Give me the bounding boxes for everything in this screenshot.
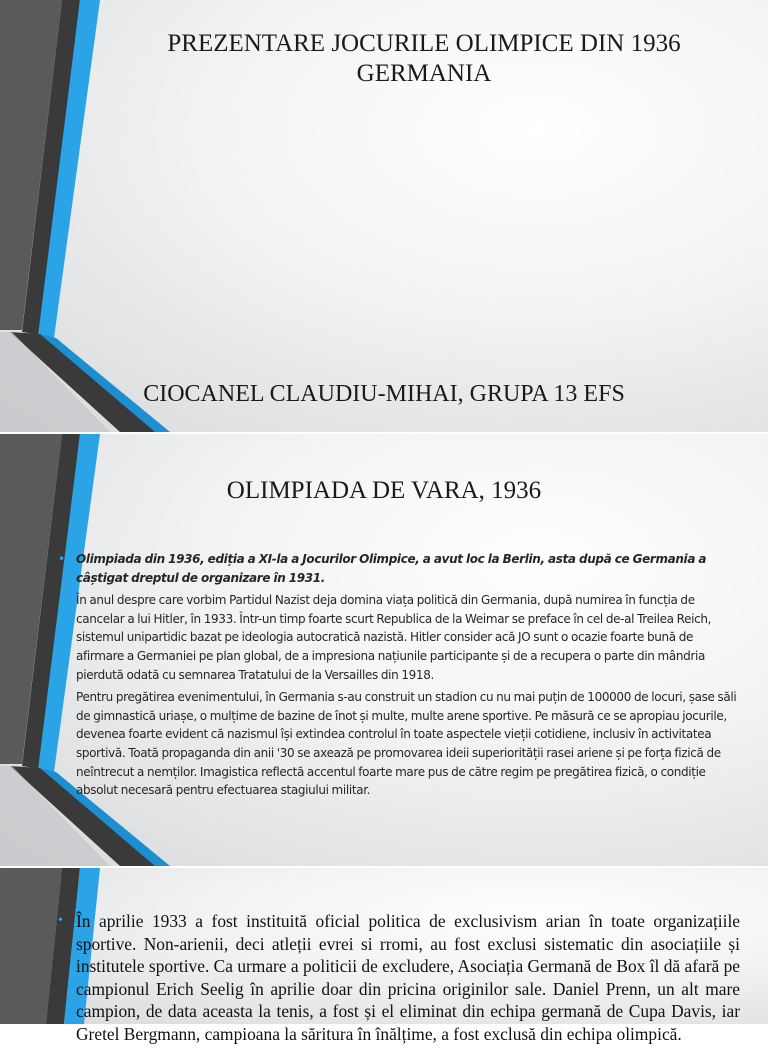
bullet-list xyxy=(58,910,740,1049)
bullet-icon: • xyxy=(58,690,66,705)
list-item: • Pentru pregătirea evenimentului, în Germania s-au construit un stadion cu nu mai puțin de 100000 de locuri, șase săli de gimnastică uriașe, o mulțime de bazine de înot și multe, multe arene sportive. Pe măsură ce se apropiau jocurile, devenea foarte evident că nazismul își extindea controlul în toate aspectele vieții cotidiene, inclusiv în activitatea sportivă. Toată propaganda din anii '30 se axează pe promovarea ideii superiorității rasei ariene și pe forța fizică de neîntrecut a nemților. Imagistica reflectă accentul foarte mare pus de către regim pe pregătirea fizică, o condiție absolut necesară pentru efectuarea stagiului militar. xyxy=(58,690,737,798)
presentation-title-line-2: GERMANIA xyxy=(356,60,492,87)
bullet-icon: • xyxy=(58,552,66,566)
slide-title xyxy=(0,0,768,432)
bullet-icon: • xyxy=(58,593,66,608)
list-item: • Olimpiada din 1936, ediția a XI-la a Jocurilor Olimpice, a avut loc la Berlin, asta după ce Germania a câștigat dreptul de organizare în 1931. xyxy=(58,552,707,585)
presentation-title-line-1: PREZENTARE JOCURILE OLIMPICE DIN 1936 xyxy=(167,30,681,57)
slide-title-heading: OLIMPIADA DE VARA, 1936 xyxy=(226,477,542,504)
presentation-title xyxy=(100,29,748,89)
bullet-list xyxy=(58,550,740,804)
bullet-icon: • xyxy=(58,913,63,928)
slide-exclusivism xyxy=(0,868,768,1044)
slide-olimpiada xyxy=(0,434,768,866)
list-item: • În aprilie 1933 a fost instituită oficial politica de exclusivism arian în toate organizațiile sportive. Non-arienii, deci atleții evrei si rromi, au fost exclusi sistematic din asociațiile și institutele sportive. Ca urmare a politicii de excludere, Asociația Germană de Box îl dă afară pe campionul Erich Seelig în aprilie doar din pricina originilor sale. Daniel Prenn, un alt mare campion, de data aceasta la tenis, a fost și el eliminat din echipa germană de Cupa Davis, iar Gretel Bergmann, campioana la săritura în înălțime, a fost exclusă din echipa olimpică. xyxy=(58,911,740,1044)
author-line: CIOCANEL CLAUDIU-MIHAI, GRUPA 13 EFS xyxy=(143,381,625,407)
list-item: • În anul despre care vorbim Partidul Nazist deja domina viața politică din Germania, după numirea în funcția de cancelar a lui Hitler, în 1933. Într-un timp foarte scurt Republica de la Weimar se preface în cel de-al Treilea Reich, sistemul unipartidic bazat pe ideologia autocratică nazistă. Hitler consider acă JO sunt o ocazie foarte bună de afirmare a Germaniei pe plan global, de a impresiona națiunile participante și de a recupera o parte din mândria pierdută odată cu semnarea Tratatului de la Versailles din 1918. xyxy=(58,593,712,682)
